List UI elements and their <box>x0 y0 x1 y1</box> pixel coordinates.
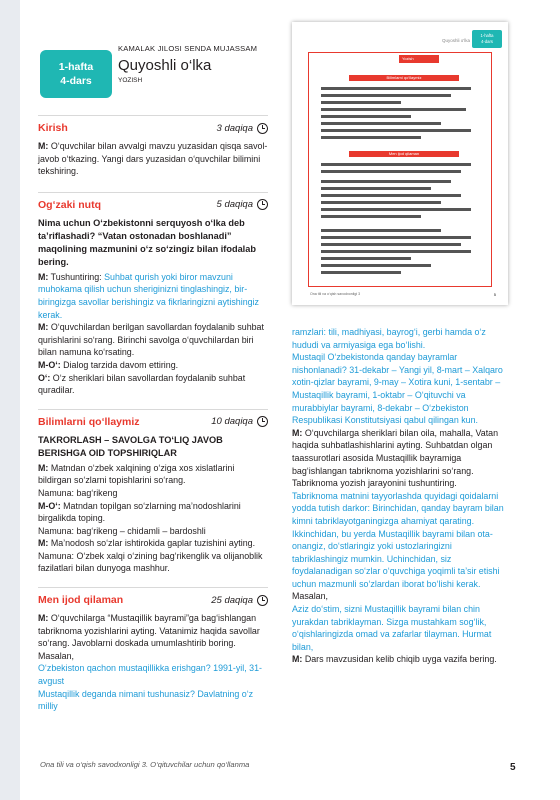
rules-text: Tabriknoma matnini tayyorlashda quyidagi qoidalarni yodda tutish darkor: Birinchidan, qanday bayram bilan kimni tabriklayotganingizga ahamiyat qarating. Ikkinchidan, bu yerda Mustaqillik bayrami bilan ota-onangiz, do‘stlaringiz yoki ustozlaringizni tabriklashingiz mumkin. Uchinchidan, siz foydalanadigan so‘zlar o‘quvchiga yoqimli ta’sir etishi uchun mazmunli so‘zlardan iborat bo‘lishi kerak. <box>292 490 504 589</box>
page-subtitle: YOZISH <box>118 77 143 84</box>
speaker-label: M: <box>292 427 303 438</box>
thumbnail-text-line <box>321 236 471 239</box>
speaker-label: M: <box>38 462 49 473</box>
paragraph-text: Matndan o‘zbek xalqining o‘ziga xos xislatlarini bildirgan so‘zlarni topishlarini so‘rang. <box>38 462 235 486</box>
thumbnail-text-line <box>321 122 441 125</box>
thumbnail-text-line <box>321 129 471 132</box>
time-label: 3 daqiqa <box>216 122 253 134</box>
paragraph <box>292 427 510 490</box>
thumbnail-text-line <box>321 187 431 190</box>
paragraph-text: Dialog tarzida davom ettiring. <box>60 359 179 370</box>
paragraph-text: Dars mavzusidan kelib chiqib uyga vazifa bering. <box>302 654 497 665</box>
time-label: 25 daqiqa <box>211 594 253 606</box>
thumbnail-tab-lesson: 4-dars <box>481 38 493 44</box>
paragraph <box>38 372 268 397</box>
footer-note: Ona tili va o‘qish savodxonligi 3. O‘qituvchilar uchun qo‘llanma <box>40 760 250 769</box>
thumbnail-text-line <box>321 180 451 183</box>
thumbnail-text-line <box>321 208 471 211</box>
section-title: Men ijod qilaman <box>38 594 124 607</box>
student-page-thumbnail <box>292 22 508 305</box>
paragraph-text: Tushuntiring: <box>48 271 105 282</box>
example-question: Mustaqillik deganda nimani tushunasiz? Davlatning o‘z milliy <box>38 688 254 712</box>
lesson-label: 4-dars <box>60 75 92 87</box>
paragraph <box>38 359 268 372</box>
section-bilim-header <box>38 409 268 428</box>
speaker-label: M: <box>38 141 49 151</box>
question-heading: Nima uchun O‘zbekistonni serquyosh o‘lka deb ta’riflashadi? “Vatan ostonadan boshlanadi” maqolining mazmunini o‘z so‘zingiz bilan ifodalab bering. <box>38 217 256 267</box>
section-kirish-header <box>38 115 268 134</box>
thumbnail-text-line <box>321 108 466 111</box>
example-question: O‘zbekiston qachon mustaqillikka erishgan? 1991-yil, 31-avgust <box>38 663 262 687</box>
paragraph: Masalan, <box>292 591 329 602</box>
greeting-example: Aziz do‘stim, sizni Mustaqillik bayrami bilan chin yurakdan tabriklayman. Sizga mustahkam sog‘lik, o‘qishlaringizda omad va zafarlar tilayman. Hurmat bilan, <box>292 604 492 652</box>
example-answer: Mustaqil O‘zbekistonda qanday bayramlar nishonlanadi? 31-dekabr – Yangi yil, 8-mart – Xalqaro xotin-qizlar bayrami, 9-may – Xotira kuni, 1-sentabr – Mustaqillik bayrami, 1-oktabr – O‘qituvchi va murabbiylar bayrami, 8-dekabr – O‘zbekiston Respublikasi Konstitutsiyasi qabul qilingan kun. <box>292 352 503 426</box>
thumbnail-strip: Yozish <box>399 55 439 63</box>
section-time <box>217 199 268 210</box>
paragraph <box>38 500 268 525</box>
speaker-label: M: <box>38 538 49 549</box>
speaker-label: M: <box>292 654 303 665</box>
paragraph-text: O‘quvchilarga sheriklari bilan oila, mahalla, Vatan haqida suhbatlashishlarini ayting. Suhbatdan olgan taassurotlari asosida Mustaqillik bayramiga bag‘ishlangan tabriknoma yozishlarini so‘rang. Tabriknoma yozish jarayonini tushuntiring. <box>292 427 499 489</box>
paragraph-text: O‘quvchilarga “Mustaqillik bayrami”ga bag‘ishlangan tabriknoma yozishlarini ayting. Vatanimiz haqida savollar so‘rang. Javoblarni doskada umumlashtirib boring. Masalan, <box>38 613 260 661</box>
thumbnail-text-line <box>321 87 471 90</box>
thumbnail-content-box <box>308 52 492 287</box>
clock-icon <box>257 123 268 134</box>
paragraph-text: Ma’nodosh so‘zlar ishtirokida gaplar tuzishini ayting. Namuna: O‘zbek xalqi o‘zining bag‘rikenglik va olijanoblik fazilatlari bilan dunyoga mashhur. <box>38 538 263 574</box>
task-heading: TAKRORLASH – SAVOLGA TO‘LIQ JAVOB BERISHGA OID TOPSHIRIQLAR <box>38 434 223 458</box>
paragraph: Namuna: bag‘rikeng <box>38 487 118 498</box>
paragraph-text: O‘quvchilar bilan avvalgi mavzu yuzasidan qisqa savol-javob o‘tkazing. Yangi dars yuzasidan o‘quvchilar bilimini tekshiring. <box>38 141 268 177</box>
thumbnail-text-line <box>321 94 451 97</box>
thumbnail-text-line <box>321 101 401 104</box>
thumbnail-footer: Ona tili va o‘qish savodxonligi 3 <box>310 292 361 296</box>
section-title: Bilimlarni qo‘llaymiz <box>38 415 140 428</box>
section-time <box>211 416 268 427</box>
right-column <box>292 326 510 666</box>
section-title: Og‘zaki nutq <box>38 198 101 211</box>
paragraph-text: O‘quvchilardan berilgan savollardan foydalanib suhbat qurishlarini so‘rang. Birinchi savolga o‘quvchilardan biri bilan namuna ko‘rsating. <box>38 322 264 358</box>
speaker-label: M: <box>38 613 49 624</box>
thumbnail-text-line <box>321 163 471 166</box>
paragraph <box>38 271 268 321</box>
thumbnail-tab <box>472 30 502 48</box>
section-time <box>217 123 268 134</box>
speaker-label: O‘: <box>38 372 51 383</box>
thumbnail-title: Quyoshli o‘lka <box>442 38 471 43</box>
thumbnail-text-line <box>321 250 471 253</box>
paragraph <box>38 537 268 575</box>
thumbnail-heading-2: Men ijod qilaman <box>349 151 459 157</box>
thumbnail-text-line <box>321 264 431 267</box>
thumbnail-text-line <box>321 229 441 232</box>
paragraph <box>292 653 510 666</box>
paragraph <box>38 321 268 359</box>
section-ijod-header <box>38 587 268 606</box>
week-label: 1-hafta <box>58 61 94 73</box>
left-column <box>38 115 268 713</box>
paragraph <box>38 612 268 662</box>
thumbnail-text-line <box>321 243 461 246</box>
section-time <box>211 595 268 606</box>
thumbnail-text-line <box>321 257 411 260</box>
thumbnail-text-line <box>321 215 421 218</box>
speaker-label: M: <box>38 322 49 333</box>
thumbnail-text-line <box>321 136 421 139</box>
thumbnail-page-number: 5 <box>493 292 496 297</box>
clock-icon <box>257 416 268 427</box>
week-badge <box>40 50 112 98</box>
thumbnail-text-line <box>321 115 411 118</box>
paragraph-text: Matndan topilgan so‘zlarning ma’nodoshlarini birgalikda toping. <box>38 500 241 524</box>
clock-icon <box>257 595 268 606</box>
thumbnail-heading-1: Bilimlarni qo‘llaymiz <box>349 75 459 81</box>
example-answer: ramzlari: tili, madhiyasi, bayrog‘i, gerbi hamda o‘z hududi va armiyasiga ega bo‘lishi. <box>292 327 486 350</box>
speaker-label: M: <box>38 271 49 282</box>
time-label: 5 daqiqa <box>216 199 253 211</box>
header-kicker: KAMALAK JILOSI SENDA MUJASSAM <box>118 44 258 53</box>
thumbnail-text-line <box>321 194 461 197</box>
time-label: 10 daqiqa <box>211 416 253 428</box>
thumbnail-tab-week: 1-hafta <box>480 33 494 38</box>
paragraph: Namuna: bag‘rikeng – chidamli – bardoshli <box>38 525 206 536</box>
page-number: 5 <box>510 762 516 773</box>
section-title: Kirish <box>38 122 68 134</box>
section-ogzaki-header <box>38 192 268 211</box>
speaker-label: M-O‘: <box>38 359 61 370</box>
clock-icon <box>257 199 268 210</box>
thumbnail-text-line <box>321 170 461 173</box>
paragraph <box>38 140 268 178</box>
left-margin-bar <box>0 0 20 800</box>
paragraph <box>38 462 268 487</box>
highlight-text: Suhbat qurish yoki biror mavzuni muhokama qilish uchun sheriginizni tinglashingiz, bir-biringizga savollar berishingiz va fikrlaringizni aytishingiz kerak. <box>38 271 259 320</box>
paragraph-text: O‘z sheriklari bilan savollardan foydalanib suhbat quradilar. <box>38 372 246 396</box>
page-title: Quyoshli o‘lka <box>118 57 212 74</box>
speaker-label: M-O‘: <box>38 500 61 511</box>
thumbnail-text-line <box>321 201 441 204</box>
thumbnail-text-line <box>321 271 401 274</box>
